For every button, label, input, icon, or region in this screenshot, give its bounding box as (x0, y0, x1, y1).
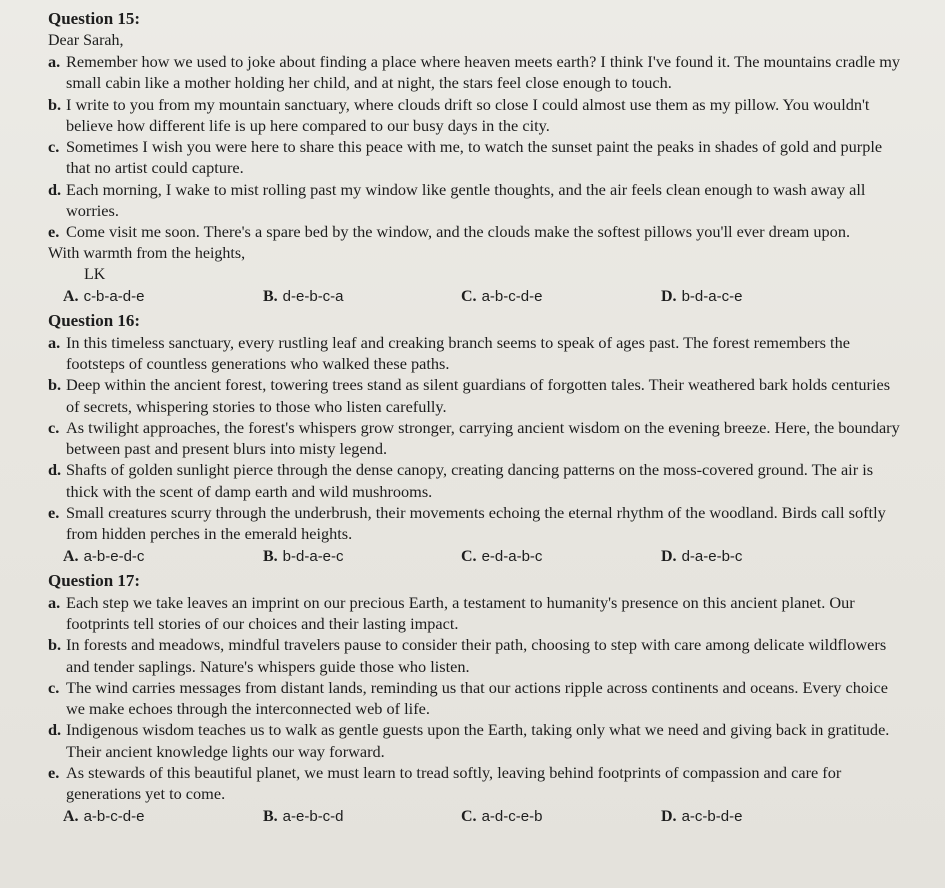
option-letter: A. (63, 287, 79, 305)
option-b[interactable] (263, 546, 461, 568)
option-value: d-a-e-b-c (681, 547, 743, 565)
item-text: Come visit me soon. There's a spare bed by the window, and the clouds make the softest pillows you'll ever dream upon. (66, 222, 851, 242)
option-a[interactable] (63, 806, 263, 828)
option-a[interactable] (63, 286, 263, 308)
item-letter: e. (48, 503, 60, 523)
question-17 (48, 570, 905, 828)
item-text: As twilight approaches, the forest's whispers grow stronger, carrying ancient wisdom on the evening breeze. Here, the boundary between past and present blurs into misty legend. (66, 417, 900, 459)
option-value: d-e-b-c-a (282, 287, 344, 305)
item-text: In forests and meadows, mindful travelers pause to consider their path, choosing to step with care among delicate wildflowers and tender saplings. Nature's whispers guide those who listen. (66, 635, 887, 676)
item-letter: b. (48, 94, 62, 114)
question-17-item-b (48, 634, 905, 677)
option-value: b-d-a-c-e (681, 287, 743, 305)
question-15-item-a (48, 51, 905, 94)
question-16-item-a (48, 332, 905, 375)
question-15 (48, 8, 905, 308)
option-c[interactable] (461, 806, 661, 828)
item-text: In this timeless sanctuary, every rustling leaf and creaking branch seems to speak of ages past. The forest remembers the footsteps of countless generations who walked these paths. (66, 332, 850, 373)
item-letter: b. (48, 375, 62, 395)
option-letter: A. (63, 547, 79, 565)
question-17-heading: Question 17: (48, 570, 141, 590)
question-17-item-c (48, 677, 905, 720)
option-d[interactable] (661, 286, 861, 308)
item-text: Deep within the ancient forest, towering trees stand as silent guardians of forgotten tales. Their weathered bark holds centuries of secrets, whispering stories to those who listen carefully. (66, 375, 891, 416)
question-17-item-a (48, 592, 905, 635)
option-value: a-b-e-d-c (83, 547, 145, 565)
item-text: The wind carries messages from distant lands, reminding us that our actions ripple across continents and oceans. Every choice we make echoes through the interconnected web of life. (66, 677, 888, 719)
question-15-options (48, 286, 905, 308)
option-value: a-b-c-d-e (83, 807, 145, 825)
option-a[interactable] (63, 546, 263, 568)
option-b[interactable] (263, 286, 461, 308)
item-text: Small creatures scurry through the underbrush, their movements echoing the eternal rhythm of the woodland. Birds call softly from hidden perches in the emerald heights. (66, 503, 886, 544)
option-value: b-d-a-e-c (282, 547, 344, 565)
question-16-heading: Question 16: (48, 310, 141, 330)
option-letter: B. (263, 807, 278, 825)
question-16-item-e (48, 502, 905, 545)
item-letter: a. (48, 332, 61, 352)
option-letter: D. (661, 807, 677, 825)
option-letter: C. (461, 287, 477, 305)
option-letter: C. (461, 547, 477, 565)
question-15-heading: Question 15: (48, 9, 141, 28)
question-15-item-d (48, 179, 905, 222)
item-letter: e. (48, 763, 60, 783)
item-letter: c. (48, 137, 60, 157)
item-text: As stewards of this beautiful planet, we must learn to tread softly, leaving behind footprints of compassion and care for generations yet to come. (66, 763, 842, 804)
question-15-item-c (48, 136, 905, 179)
option-value: a-b-c-d-e (481, 287, 543, 305)
question-15-item-b (48, 94, 905, 137)
option-letter: A. (63, 807, 79, 825)
item-letter: e. (48, 222, 60, 242)
question-15-item-e (48, 221, 905, 242)
option-value: e-d-a-b-c (481, 547, 543, 565)
option-value: a-c-b-d-e (681, 807, 743, 825)
option-letter: C. (461, 807, 477, 825)
item-letter: d. (48, 179, 62, 199)
item-letter: a. (48, 592, 61, 612)
option-d[interactable] (661, 546, 861, 568)
item-text: I write to you from my mountain sanctuary, where clouds drift so close I could almost use them as my pillow. You wouldn't believe how different life is up here compared to our busy days in the city. (66, 94, 870, 135)
letter-signature: LK (84, 265, 106, 283)
question-16-options (48, 546, 905, 568)
letter-salutation: Dear Sarah, (48, 32, 124, 49)
item-text: Each morning, I wake to mist rolling past my window like gentle thoughts, and the air feels clean enough to wash away all worries. (66, 179, 866, 221)
item-letter: c. (48, 677, 60, 697)
question-17-item-e (48, 762, 905, 805)
option-b[interactable] (263, 806, 461, 828)
item-letter: d. (48, 460, 62, 480)
item-letter: a. (48, 52, 61, 71)
option-c[interactable] (461, 546, 661, 568)
option-value: a-e-b-c-d (282, 807, 344, 825)
option-d[interactable] (661, 806, 861, 828)
question-16-item-d (48, 459, 905, 502)
option-letter: B. (263, 287, 278, 305)
item-letter: d. (48, 720, 62, 740)
option-letter: D. (661, 547, 677, 565)
item-text: Shafts of golden sunlight pierce through the dense canopy, creating dancing patterns on the moss-covered ground. The air is thick with the scent of damp earth and wild mushrooms. (66, 460, 874, 501)
question-17-options (48, 806, 905, 828)
question-16-item-b (48, 374, 905, 417)
option-letter: B. (263, 547, 278, 565)
item-text: Sometimes I wish you were here to share this peace with me, to watch the sunset paint the peaks in shades of gold and purple that no artist could capture. (66, 137, 883, 178)
question-16-item-c (48, 417, 905, 460)
item-letter: b. (48, 635, 62, 655)
item-letter: c. (48, 417, 60, 437)
question-16 (48, 310, 905, 568)
option-letter: D. (661, 287, 677, 305)
option-value: c-b-a-d-e (83, 287, 145, 305)
item-text: Remember how we used to joke about finding a place where heaven meets earth? I think I've found it. The mountains cradle my small cabin like a mother holding her child, and at night, the stars feel close enough to touch. (66, 52, 901, 93)
item-text: Indigenous wisdom teaches us to walk as gentle guests upon the Earth, taking only what we need and giving back in gratitude. Their ancient knowledge lights our way forward. (66, 720, 890, 761)
option-value: a-d-c-e-b (481, 807, 543, 825)
letter-closing: With warmth from the heights, (48, 244, 246, 262)
item-text: Each step we take leaves an imprint on our precious Earth, a testament to humanity's presence on this ancient planet. Our footprints tell stories of our choices and their lasting impact. (66, 592, 855, 633)
question-17-item-d (48, 719, 905, 762)
option-c[interactable] (461, 286, 661, 308)
